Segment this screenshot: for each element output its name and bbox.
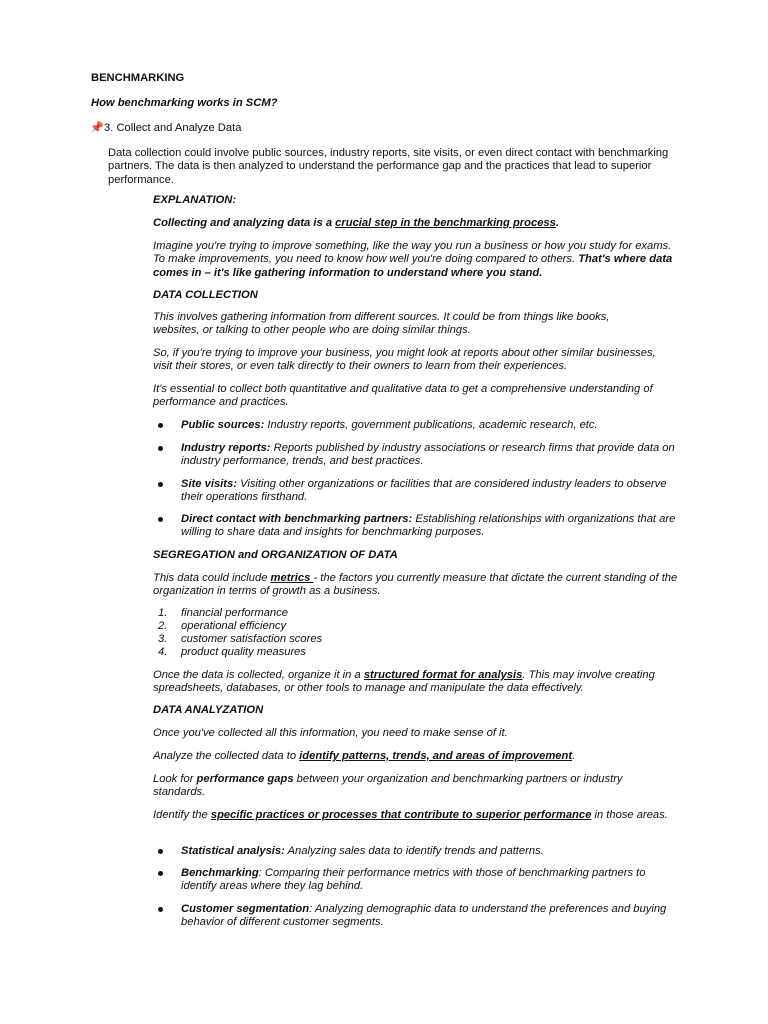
step-label: 3. Collect and Analyze Data [104,122,242,134]
step-heading [90,122,241,135]
segregation-heading: SEGREGATION and ORGANIZATION OF DATA [153,549,398,561]
intro-paragraph: Data collection could involve public sources, industry reports, site visits, or even direct contact with benchmarking partners. The data is then analyzed to understand the performance gap and the practices that lead to superior performance. [108,147,669,186]
list-item: Industry reports: Reports published by industry associations or research firms that provide data on industry performance, trends, and best practices. [181,442,675,468]
pushpin-icon: 📌 [90,122,104,134]
bullet-icon [158,849,163,854]
analyzation-heading: DATA ANALYZATION [153,704,264,716]
numbered-item: operational efficiency [181,620,287,632]
metrics-highlight: metrics [270,572,314,584]
explanation-paragraph: Imagine you're trying to improve something, like the way you run a business or how you study for exams. To make improvements, you need to know how well you're doing compared to others. That's where data comes in – it's like gathering information to understand where you stand. [153,240,673,279]
list-number: 3. [158,633,168,645]
structured-format-highlight: structured format for analysis [363,669,523,681]
explanation-heading: EXPLANATION: [153,194,237,206]
bullet-icon [158,871,163,876]
list-item: Site visits: Visiting other organizations or facilities that are considered industry leaders to observe their operations firsthand. [181,478,667,504]
collection-paragraph-1: This involves gathering information from different sources. It could be from things like books, websites, or talking to other people who are doing similar things. [153,311,610,337]
list-item: Benchmarking: Comparing their performance metrics with those of benchmarking partners to identify areas where they lag behind. [181,867,646,893]
explanation-emphasis: That's where data comes in – it's like gathering information to understand where you stand. [153,253,673,279]
bullet-icon [158,423,163,428]
performance-gaps-highlight: performance gaps [196,773,294,785]
collection-paragraph-2: So, if you're trying to improve your business, you might look at reports about other similar businesses, visit their stores, or even talk directly to their owners to learn from their experiences. [153,347,656,373]
segregation-paragraph-1: This data could include metrics - the factors you currently measure that dictate the current standing of the organization in terms of growth as a business. [153,572,678,598]
collection-heading: DATA COLLECTION [153,289,258,301]
segregation-paragraph-2: Once the data is collected, organize it in a structured format for analysis. This may involve creating spreadsheets, databases, or other tools to manage and manipulate the data effectively. [153,669,655,695]
numbered-item: product quality measures [181,646,306,658]
crucial-step-highlight: crucial step in the benchmarking process [335,217,556,229]
list-item: Statistical analysis: Analyzing sales data to identify trends and patterns. [181,845,544,857]
document-subtitle: How benchmarking works in SCM? [91,97,278,109]
explanation-lead: Collecting and analyzing data is a crucial step in the benchmarking process. [153,217,559,229]
numbered-item: customer satisfaction scores [181,633,323,645]
bullet-icon [158,517,163,522]
list-item: Public sources: Industry reports, government publications, academic research, etc. [181,419,598,431]
analyzation-paragraph-2: Analyze the collected data to identify patterns, trends, and areas of improvement. [153,750,576,762]
bullet-icon [158,907,163,912]
list-item: Customer segmentation: Analyzing demographic data to understand the preferences and buying behavior of different customer segments. [181,903,667,929]
list-item: Direct contact with benchmarking partners: Establishing relationships with organizations that are willing to share data and insights for benchmarking purposes. [181,513,676,539]
list-number: 1. [158,607,168,619]
identify-patterns-highlight: identify patterns, trends, and areas of improvement [299,750,573,762]
analyzation-paragraph-1: Once you've collected all this information, you need to make sense of it. [153,727,508,739]
collection-paragraph-3: It's essential to collect both quantitative and qualitative data to get a comprehensive understanding of performance and practices. [153,383,653,409]
document-title: BENCHMARKING [91,72,185,84]
list-number: 4. [158,646,168,658]
list-number: 2. [158,620,168,632]
numbered-item: financial performance [181,607,288,619]
bullet-icon [158,446,163,451]
analyzation-paragraph-4: Identify the specific practices or processes that contribute to superior performance in those areas. [153,809,668,821]
bullet-icon [158,482,163,487]
analyzation-paragraph-3: Look for performance gaps between your organization and benchmarking partners or industry standards. [153,773,623,799]
specific-practices-highlight: specific practices or processes that contribute to superior performance [210,809,592,821]
